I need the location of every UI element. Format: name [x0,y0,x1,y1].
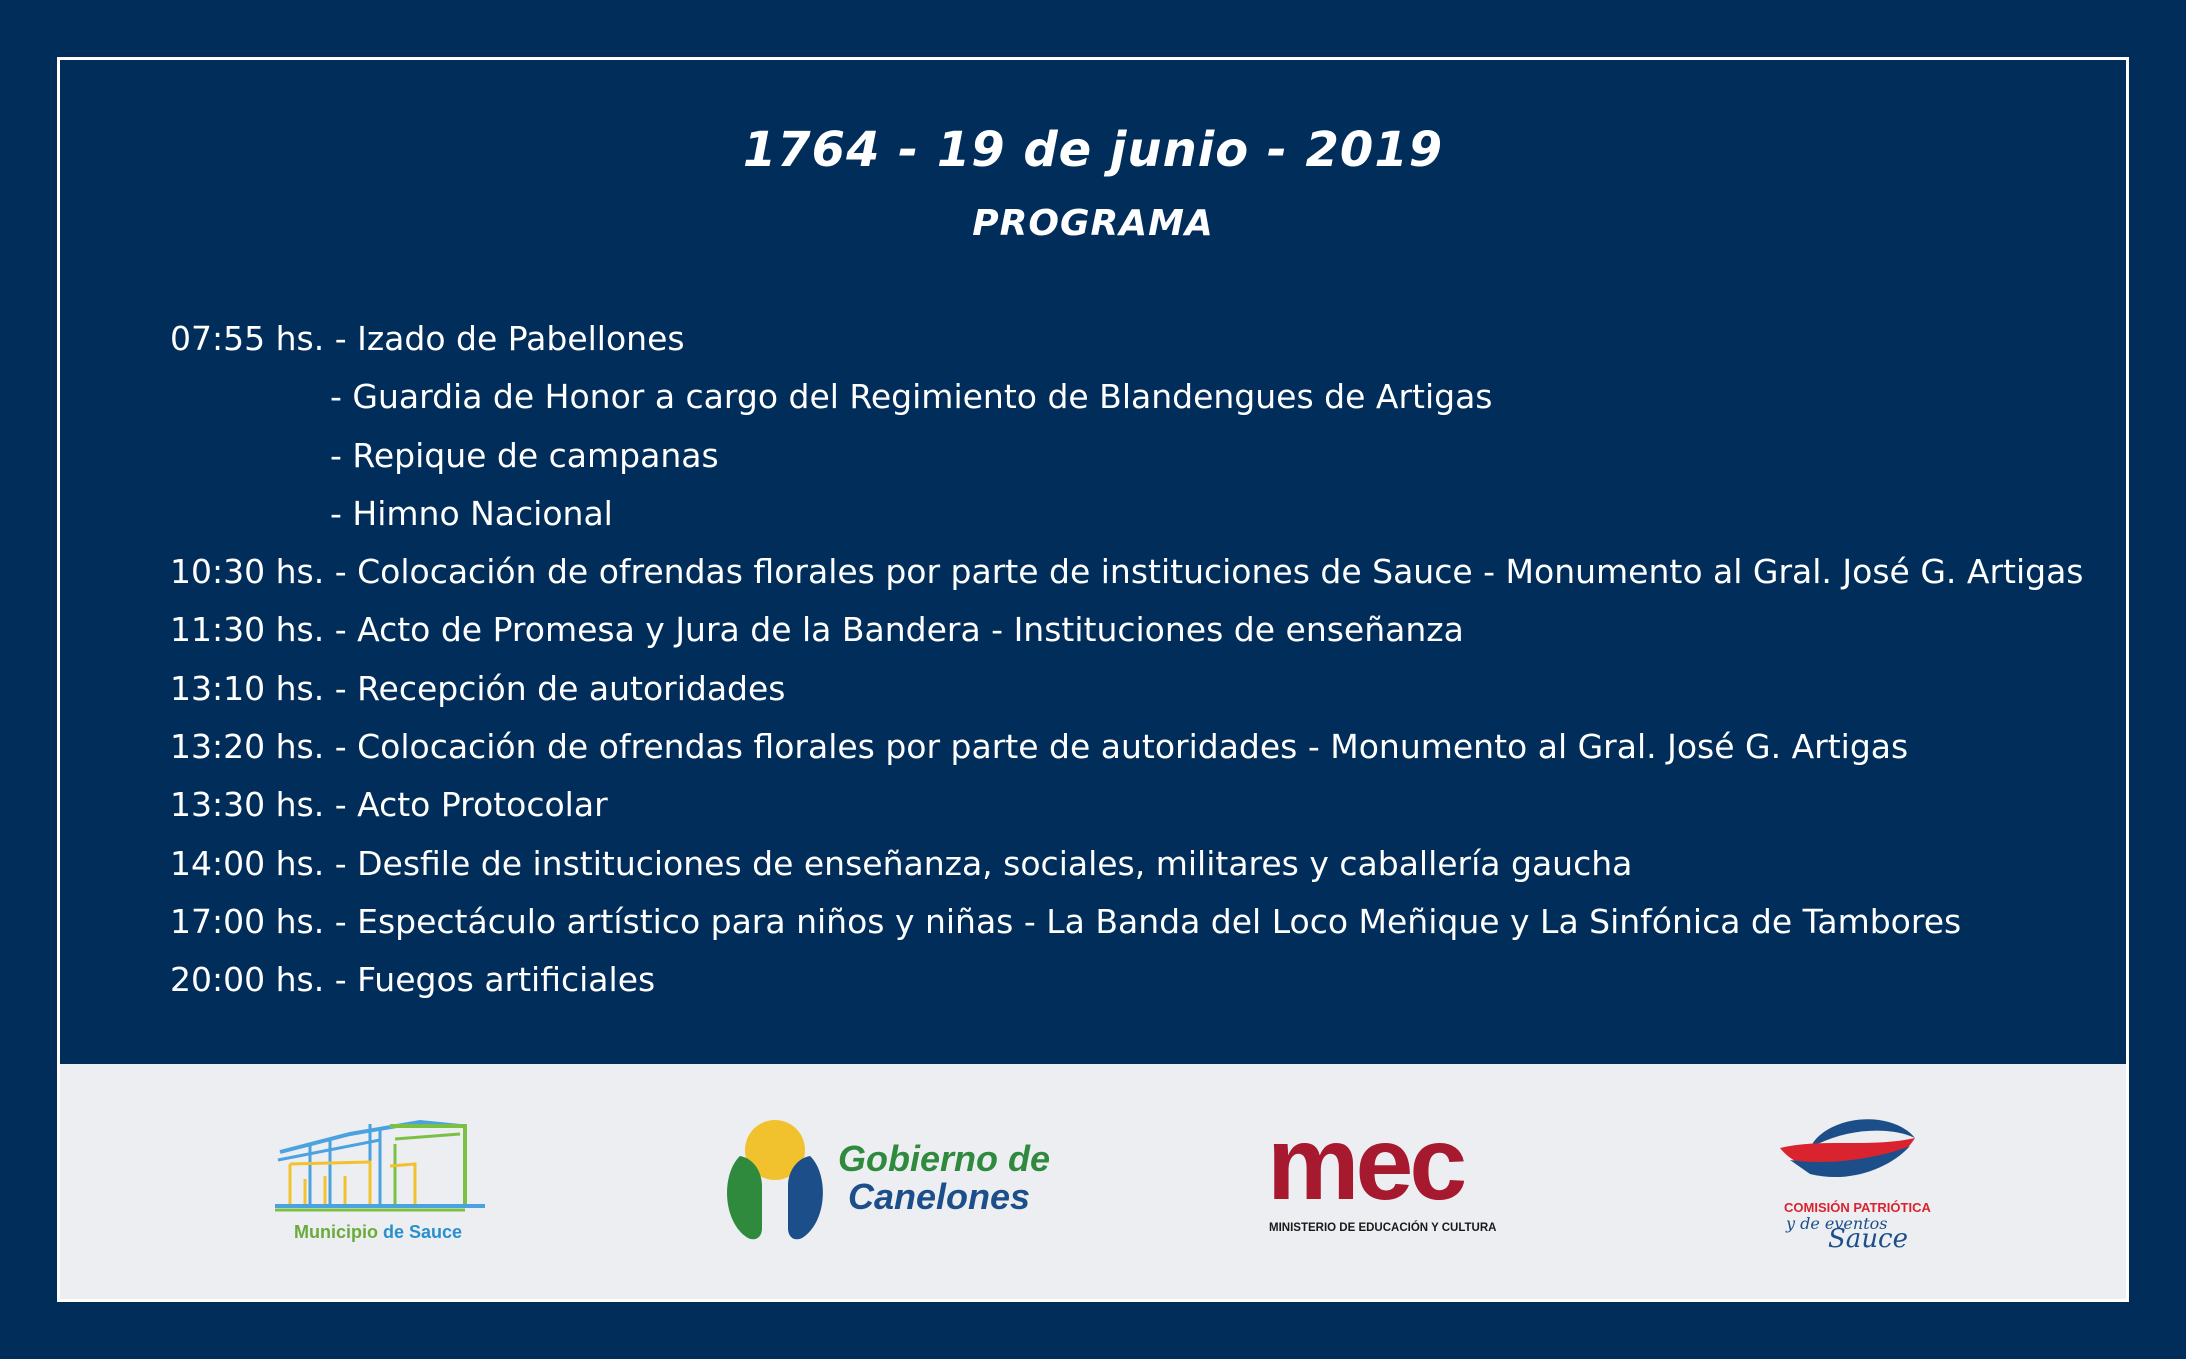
schedule-text: - Acto Protocolar [334,785,608,825]
schedule-text: - Recepción de autoridades [334,668,786,708]
comision-label-2: y de eventos [1786,1214,1888,1233]
schedule-time: 13:30 hs. [170,785,325,825]
schedule-text: - Izado de Pabellones [334,319,685,358]
canelones-emblem-icon [720,1118,830,1244]
schedule-text: - Colocación de ofrendas florales por parte de instituciones de Sauce - Monumento al Gral. José G. Artigas [334,552,2084,592]
schedule-text: - Desfile de instituciones de enseñanza, sociales, militares y caballería gaucha [334,843,1633,883]
comision-label-1: COMISIÓN PATRIÓTICA [1784,1200,1931,1215]
schedule-text: - Repique de campanas [330,435,719,475]
schedule-time: 11:30 hs. [170,610,325,650]
schedule-row [170,543,2120,601]
comision-label-3: Sauce [1828,1224,1909,1254]
schedule-time: 13:10 hs. [170,668,325,708]
poster-frame [57,57,2129,1302]
schedule-text: - Fuegos artificiales [334,960,656,1000]
comision-patriotica-logo [1750,1108,1970,1258]
schedule-list [170,310,2120,1010]
schedule-text: - Guardia de Honor a cargo del Regimiento de Blandengues de Artigas [330,377,1493,417]
mec-tagline: MINISTERIO DE EDUCACIÓN Y CULTURA [1269,1222,1497,1234]
schedule-time: 20:00 hs. [170,960,325,1000]
page-title: 1764 - 19 de junio - 2019 [742,122,1444,178]
schedule-row [170,368,2120,426]
page-subtitle: PROGRAMA [972,203,1214,244]
schedule-time: 07:55 hs. [170,319,325,358]
schedule-time: 10:30 hs. [170,552,325,592]
schedule-row [170,427,2120,485]
schedule-time: 13:20 hs. [170,727,325,767]
schedule-row [170,660,2120,718]
schedule-row [170,485,2120,543]
schedule-row [170,776,2120,834]
logo-footer [60,1064,2126,1299]
schedule-time: 17:00 hs. [170,901,325,941]
building-icon [270,1104,510,1214]
municipio-label-1: Municipio [294,1222,378,1242]
schedule-row [170,310,2120,368]
schedule-row [170,951,2120,1009]
canelones-label-2: Canelones [848,1176,1031,1217]
schedule-row [170,893,2120,951]
mec-wordmark: mec [1267,1106,1464,1222]
municipio-sauce-logo [270,1104,510,1254]
municipio-label-2: de Sauce [383,1222,463,1242]
schedule-row [170,601,2120,659]
canelones-label-1: Gobierno de [838,1138,1051,1179]
schedule-text: - Colocación de ofrendas florales por parte de autoridades - Monumento al Gral. José G. Artigas [334,727,1909,767]
schedule-text: - Himno Nacional [330,493,613,533]
waves-emblem-icon [1750,1108,1970,1198]
schedule-row [170,718,2120,776]
schedule-time: 14:00 hs. [170,843,325,883]
schedule-row [170,835,2120,893]
program-panel [60,60,2126,1064]
schedule-text: - Espectáculo artístico para niños y niñas - La Banda del Loco Meñique y La Sinfónica de Tambores [334,901,1962,941]
mec-logo [1267,1106,1527,1246]
gobierno-canelones-logo [720,1118,1060,1248]
schedule-text: - Acto de Promesa y Jura de la Bandera - Instituciones de enseñanza [334,610,1464,650]
